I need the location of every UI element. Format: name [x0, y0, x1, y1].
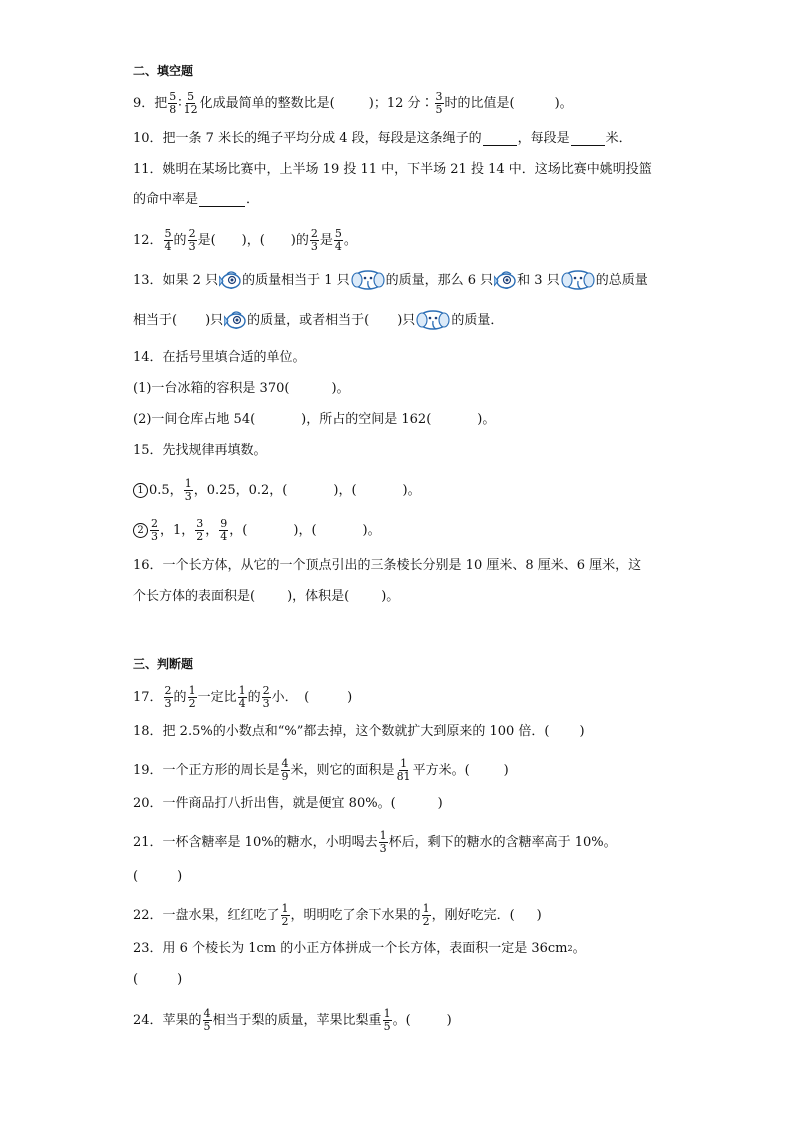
q14-text: )，所占的空间是 162(	[301, 412, 432, 427]
question-23-line-1	[133, 939, 586, 959]
q12-text: 。	[343, 232, 357, 248]
q14-text: (1)一台冰箱的容积是 370(	[133, 381, 290, 396]
elephant-icon	[351, 270, 385, 291]
q15-text: 15．先找规律再填数。	[133, 443, 267, 458]
q16-text: 16．一个长方体，从它的一个顶点引出的三条棱长分别是 10 厘米、8 厘米、6 厘米，这	[133, 558, 642, 573]
fish-icon	[219, 271, 241, 291]
q13-text: 和 3 只	[517, 272, 560, 288]
question-14-part-1	[133, 379, 350, 399]
section-title-text: 二、填空题	[133, 64, 194, 78]
question-21-line-2[interactable]	[133, 867, 182, 887]
q22-text: )	[536, 907, 542, 923]
q22-text: 22．一盘水果，红红吃了	[133, 907, 280, 923]
q12-text: 12．	[133, 232, 163, 248]
q20-text: 20．一件商品打八折出售，就是便宜 80%。(	[133, 796, 396, 811]
q11-text: 11．姚明在某场比赛中，上半场 19 投 11 中，下半场 21 投 14 中．这场比赛中姚明投篮	[133, 162, 652, 177]
fraction: $\frac{3}{5}$	[435, 90, 443, 116]
fraction: $\frac{1}{2}$	[188, 684, 196, 710]
q9-text: 9．把	[133, 95, 168, 111]
q14-text: )。	[477, 412, 496, 427]
q24-text: 24．苹果的	[133, 1012, 202, 1028]
fraction: $\frac{5}{8}$	[169, 90, 177, 116]
q13-text: 相当于(	[133, 312, 178, 328]
fraction: $\frac{2}{3}$	[262, 684, 270, 710]
question-14-part-2	[133, 410, 495, 430]
q10-text: ，每段是	[517, 131, 570, 146]
q16-text: )，体积是(	[287, 589, 350, 604]
q18-text: 18．把 2.5%的小数点和“%”都去掉，这个数就扩大到原来的 100 倍．(	[133, 724, 550, 739]
question-15-title	[133, 441, 267, 461]
q15-text: ，1，	[160, 522, 195, 538]
question-13-line-1	[133, 270, 648, 291]
circled-number: 2	[133, 523, 148, 538]
fraction: $\frac{4}{9}$	[281, 757, 289, 783]
q23-text: 。	[572, 941, 586, 956]
fraction: $\frac{1}{2}$	[281, 902, 289, 928]
q17-text: 的	[173, 689, 187, 705]
q17-text: 17．	[133, 689, 163, 705]
question-14-title	[133, 348, 306, 368]
section-title-fill-in	[133, 61, 193, 81]
fraction: $\frac{1}{3}$	[184, 477, 192, 503]
fraction: $\frac{9}{4}$	[220, 517, 228, 543]
q15-text: ，(	[229, 522, 248, 538]
q15-text: ，0.25，0.2，(	[193, 482, 288, 498]
q24-text: )	[446, 1012, 452, 1028]
question-22	[133, 903, 542, 928]
q21-text: 杯后，剩下的糖水的含糖率高于 10%。	[388, 834, 617, 850]
q15-text: )，(	[293, 522, 317, 538]
fish-icon	[494, 271, 516, 291]
fraction: $\frac{5}{4}$	[334, 227, 342, 253]
fraction: $\frac{2}{3}$	[188, 227, 196, 253]
q15-text: )。	[402, 482, 421, 498]
q18-text: )	[579, 724, 585, 739]
q22-text: ，刚好吃完．(	[431, 907, 515, 923]
q24-text: 。(	[392, 1012, 411, 1028]
question-21-line-1	[133, 830, 617, 855]
q12-text: 是(	[197, 232, 216, 248]
question-24	[133, 1008, 452, 1033]
section-title-true-false	[133, 654, 193, 674]
section-title-text: 三、判断题	[133, 657, 194, 671]
question-23-line-2[interactable]	[133, 970, 182, 990]
fraction: $\frac{1}{2}$	[422, 902, 430, 928]
question-15-row-1	[133, 478, 421, 503]
answer-blank[interactable]	[571, 133, 605, 146]
q17-text: )	[347, 689, 353, 705]
q16-text: 个长方体的表面积是(	[133, 589, 256, 604]
answer-bracket[interactable]: ( )	[133, 869, 183, 884]
question-18	[133, 722, 585, 742]
q20-text: )	[437, 796, 443, 811]
colon: ∶	[178, 95, 182, 111]
fraction: $\frac{5}{12}$	[183, 90, 198, 116]
question-17	[133, 685, 352, 710]
question-9	[133, 91, 573, 116]
q9-text: )；12 分∶	[368, 95, 434, 111]
q15-text: )，(	[333, 482, 357, 498]
q15-text: 0.5，	[149, 482, 183, 498]
fraction: $\frac{4}{5}$	[203, 1007, 211, 1033]
answer-blank[interactable]	[199, 194, 245, 207]
q12-text: 的	[173, 232, 187, 248]
q13-text: 的质量，那么 6 只	[385, 272, 494, 288]
q17-text: 一定比	[197, 689, 237, 705]
question-13-line-2	[133, 310, 503, 331]
q9-text: )。	[554, 95, 573, 111]
q16-text: )。	[381, 589, 400, 604]
q13-text: )只	[205, 312, 224, 328]
answer-blank[interactable]	[483, 133, 517, 146]
q21-text: 21．一杯含糖率是 10%的糖水，小明喝去	[133, 834, 378, 850]
q14-text: (2)一间仓库占地 54(	[133, 412, 256, 427]
q14-text: 14．在括号里填合适的单位。	[133, 350, 306, 365]
q22-text: ，明明吃了余下水果的	[290, 907, 421, 923]
superscript: 2	[567, 944, 573, 953]
q12-text: )的	[290, 232, 309, 248]
elephant-icon	[416, 310, 450, 331]
q24-text: 相当于梨的质量，苹果比梨重	[212, 1012, 382, 1028]
elephant-icon	[561, 270, 595, 291]
question-16-line-2	[133, 587, 399, 607]
fraction: $\frac{3}{2}$	[196, 517, 204, 543]
q11-text: 的命中率是	[133, 192, 199, 207]
answer-bracket[interactable]: ( )	[133, 972, 183, 987]
fraction: $\frac{5}{4}$	[164, 227, 172, 253]
question-10	[133, 129, 632, 149]
q19-text: 19．一个正方形的周长是	[133, 762, 280, 778]
q15-text: )。	[362, 522, 381, 538]
q12-text: )，(	[241, 232, 265, 248]
q13-text: 的质量．	[451, 312, 504, 328]
fish-icon	[224, 311, 246, 331]
q14-text: )。	[331, 381, 350, 396]
q23-text: 23．用 6 个棱长为 1cm 的小正方体拼成一个长方体，表面积一定是 36cm	[133, 941, 568, 956]
q11-text: ．	[246, 192, 260, 207]
fraction: $\frac{1}{3}$	[379, 829, 387, 855]
question-11-line-2	[133, 190, 259, 210]
q13-text: )只	[397, 312, 416, 328]
q9-text: 时的比值是(	[444, 95, 515, 111]
q19-text: 米，则它的面积是	[290, 762, 395, 778]
q9-text: 化成最简单的整数比是(	[199, 95, 335, 111]
question-15-row-2	[133, 518, 381, 543]
q10-text: 米．	[605, 131, 632, 146]
circled-number: 1	[133, 483, 148, 498]
q13-text: 13．如果 2 只	[133, 272, 219, 288]
question-11-line-1	[133, 160, 652, 180]
q19-text: 平方米。(	[412, 762, 470, 778]
fraction: $\frac{1}{5}$	[383, 1007, 391, 1033]
q12-text: 是	[319, 232, 333, 248]
q13-text: 的质量，或者相当于(	[247, 312, 370, 328]
fraction: $\frac{2}{3}$	[164, 684, 172, 710]
fraction: $\frac{2}{3}$	[151, 517, 158, 543]
q17-text: 小． (	[271, 689, 310, 705]
fraction: $\frac{1}{81}$	[396, 757, 411, 783]
question-16-line-1	[133, 556, 641, 576]
q10-text: 10．把一条 7 米长的绳子平均分成 4 段，每段是这条绳子的	[133, 131, 482, 146]
fraction: $\frac{1}{4}$	[238, 684, 246, 710]
fraction: $\frac{2}{3}$	[310, 227, 318, 253]
q17-text: 的	[247, 689, 261, 705]
question-20	[133, 794, 443, 814]
q13-text: 的质量相当于 1 只	[242, 272, 350, 288]
q13-text: 的总质量	[595, 272, 648, 288]
question-12	[133, 228, 357, 253]
q15-text: ，	[205, 522, 219, 538]
q19-text: )	[503, 762, 509, 778]
question-19	[133, 758, 509, 783]
